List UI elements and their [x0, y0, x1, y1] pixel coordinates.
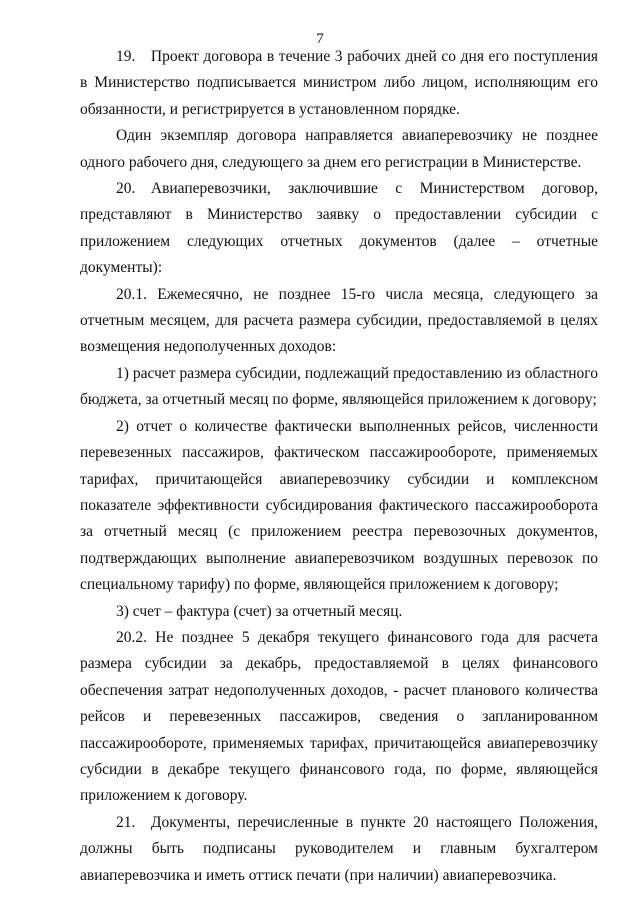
document-body — [80, 44, 598, 889]
paragraph-20-1: 20.1. Ежемесячно, не позднее 15-го числа месяца, следующего за отчетным месяцем, для расчета размера субсидии, предоставляемой в целях возмещения недополученных доходов: — [80, 285, 598, 356]
paragraph-20-1-item-2: 2) отчет о количестве фактически выполненных рейсов, численности перевезенных пассажиров, фактическом пассажирообороте, применяемых тарифах, причитающейся авиаперевозчику субсидии и комплексном показателе эффективности субсидирования фактического пассажирооборота за отчетный месяц (с приложением реестра перевозочных документов, подтверждающих выполнение авиаперевозчиком воздушных перевозок по специальному тарифу) по форме, являющейся приложением к договору; — [80, 417, 598, 594]
paragraph-20-1-item-1: 1) расчет размера субсидии, подлежащий предоставлению из областного бюджета, за отчетный месяц по форме, являющейся приложением к договору; — [80, 364, 598, 409]
page-number: 7 — [316, 31, 324, 47]
paragraph-19: 19. Проект договора в течение 3 рабочих дней со дня его поступления в Министерство подписывается министром либо лицом, исполняющим его обязанности, и регистрируется в установленном порядке. — [80, 48, 598, 118]
paragraph-20-2: 20.2. Не позднее 5 декабря текущего финансового года для расчета размера субсидии за декабрь, предоставляемой в целях финансового обеспечения затрат недополученных доходов, - расчет планового количества рейсов и перевезенных пассажиров, сведения о запланированном пассажирообороте, применяемых тарифах, причитающейся авиаперевозчику субсидии в декабре текущего финансового года, по форме, являющейся приложением к договору. — [80, 628, 598, 805]
paragraph-20: 20. Авиаперевозчики, заключившие с Министерством договор, представляют в Министерство заявку о предоставлении субсидии с приложением следующих отчетных документов (далее – отчетные документы): — [80, 180, 598, 277]
paragraph-21: 21. Документы, перечисленные в пункте 20 настоящего Положения, должны быть подписаны руководителем и главным бухгалтером авиаперевозчика и иметь оттиск печати (при наличии) авиаперевозчика. — [80, 813, 598, 884]
paragraph-20-1-item-3: 3) счет – фактура (счет) за отчетный месяц. — [116, 602, 403, 620]
paragraph-19-copy: Один экземпляр договора направляется авиаперевозчику не позднее одного рабочего дня, следующего за днем его регистрации в Министерстве. — [80, 127, 598, 171]
